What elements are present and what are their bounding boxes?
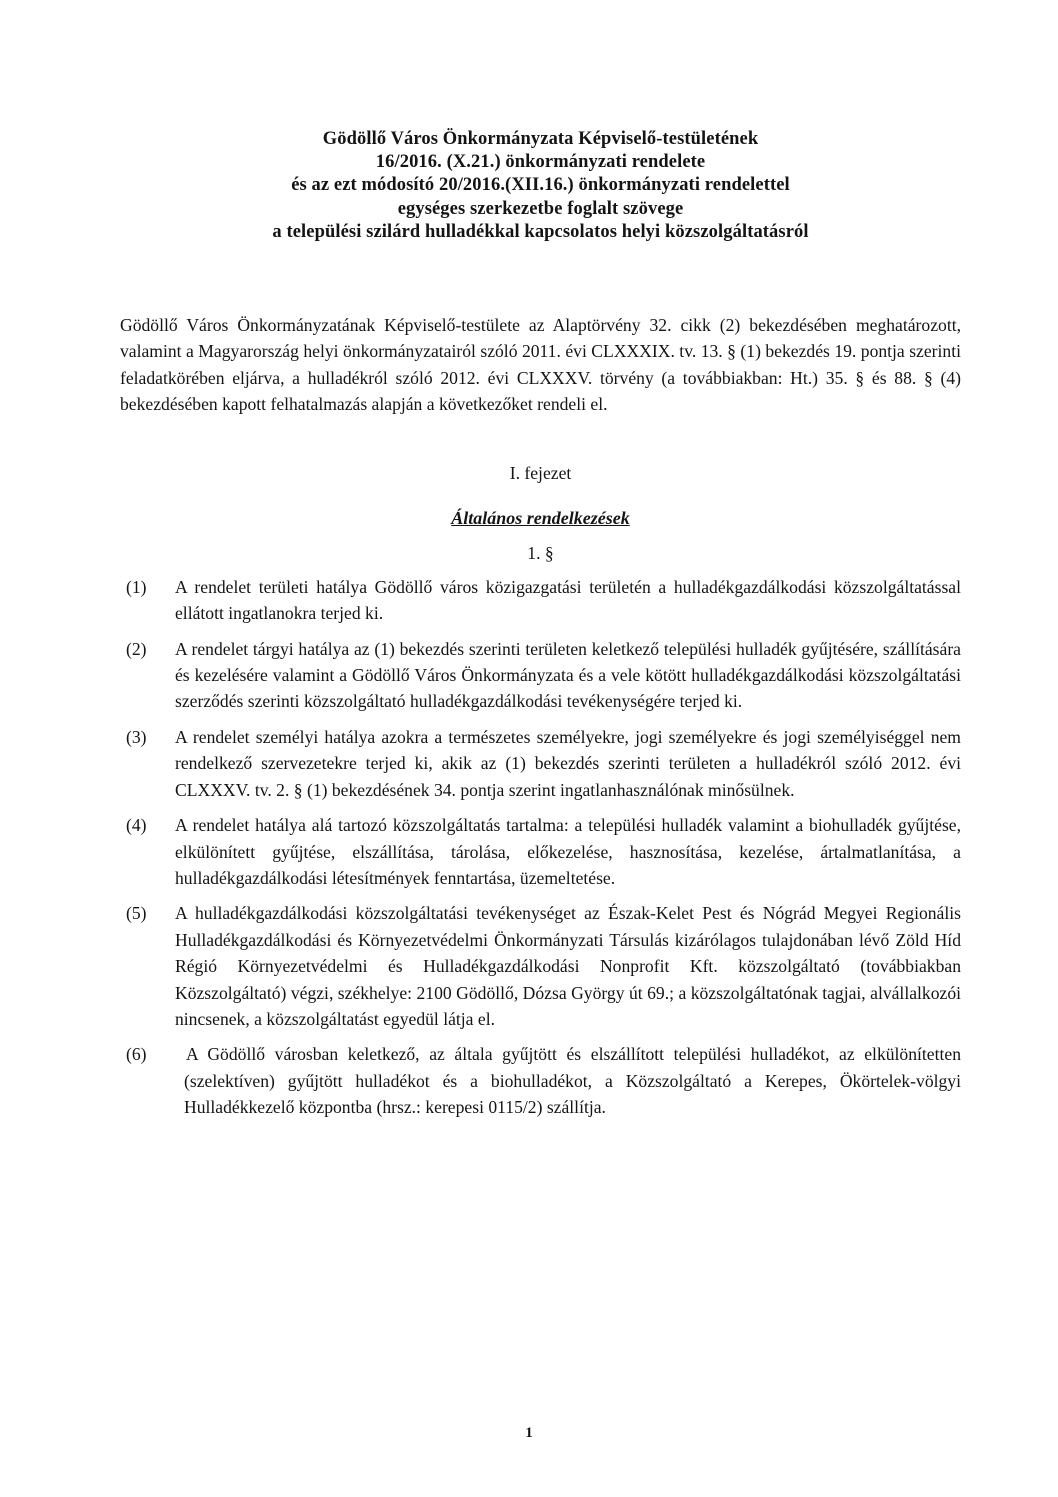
list-item (120, 636, 961, 715)
title-line-2: 16/2016. (X.21.) önkormányzati rendelete (375, 152, 706, 173)
item-number: (3) (126, 726, 147, 747)
item-number: (1) (126, 576, 147, 597)
numbered-paragraph-list (120, 574, 961, 1121)
title-line-4: egységes szerkezetbe foglalt szövege (397, 198, 684, 219)
section-number: 1. § (527, 543, 554, 564)
item-text: A rendelet hatálya alá tartozó közszolgáltatás tartalma: a települési hulladék valamint a biohulladék gyűjtése, elkülönített gyűjtése, elszállítása, tárolása, előkezelése, hasznosítása, kezelése, ártalmatlanítása, a hulladékgazdálkodási létesítmények fenntartása, üzemeltetése. (175, 815, 961, 888)
item-text: A Gödöllő városban keletkező, az általa gyűjtött és elszállított települési hulladékot, az elkülönítetten (szelektíven) gyűjtött hulladékot és a biohulladékot, a Közszolgáltató a Kerepes, Ökörtelek-völgyi Hulladékkezelő központba (hrsz.: kerepesi 0115/2) szállítja. (184, 1044, 961, 1118)
item-text: A rendelet területi hatálya Gödöllő város közigazgatási területén a hulladékgazdálkodási közszolgáltatással ellátott ingatlanokra terjed ki. (175, 576, 961, 624)
item-number: (4) (126, 815, 147, 836)
item-text: A rendelet tárgyi hatálya az (1) bekezdés szerinti területen keletkező települési hulladék gyűjtésére, szállítására és kezelésére valamint a Gödöllő Város Önkormányzata és a vele kötött hulladékgazdálkodási közszolgáltatási szerződés szerinti közszolgáltató hulladékgazdálkodási tevékenységére terjed ki. (175, 638, 961, 712)
document-title (120, 128, 961, 244)
list-item (120, 724, 961, 803)
title-line-3: és az ezt módosító 20/2016.(XII.16.) önkormányzati rendelettel (291, 175, 790, 196)
item-number: (2) (126, 638, 147, 659)
preamble-paragraph: Gödöllő Város Önkormányzatának Képviselő-testülete az Alaptörvény 32. cikk (2) bekezdésében meghatározott, valamint a Magyarország helyi önkormányzatairól szóló 2011. évi CLXXXIX. tv. 13. § (1) bekezdés 19. pontja szerinti feladatkörében eljárva, a hulladékról szóló 2012. évi CLXXXV. törvény (a továbbiakban: Ht.) 35. § és 88. § (4) bekezdésében kapott felhatalmazás alapján a következőket rendeli el. (120, 315, 961, 415)
item-number: (5) (126, 903, 147, 924)
title-line-5: a települési szilárd hulladékkal kapcsolatos helyi közszolgáltatásról (272, 221, 809, 242)
item-number: (6) (126, 1044, 147, 1065)
chapter-subheading: Általános rendelkezések (451, 508, 630, 529)
item-text: A rendelet személyi hatálya azokra a természetes személyekre, jogi személyekre és jogi személyiséggel nem rendelkező szervezetekre terjed ki, akik az (1) bekezdés szerinti területen a hulladékról szóló 2012. évi CLXXXV. tv. 2. § (1) bekezdésének 34. pontja szerint ingatlanhasználónak minősülnek. (175, 726, 961, 800)
list-item (120, 812, 961, 891)
document-content (120, 128, 961, 1130)
list-item (120, 1041, 961, 1120)
chapter-heading: I. fejezet (509, 462, 572, 483)
item-text: A hulladékgazdálkodási közszolgáltatási tevékenységet az Észak-Kelet Pest és Nógrád Megyei Regionális Hulladékgazdálkodási és Környezetvédelmi Önkormányzati Társulás kizárólagos tulajdonában lévő Zöld Híd Régió Környezetvédelmi és Hulladékgazdálkodási Nonprofit Kft. közszolgáltató (továbbiakban Közszolgáltató) végzi, székhelye: 2100 Gödöllő, Dózsa György út 69.; a közszolgáltatónak tagjai, alvállalkozói nincsenek, a közszolgáltatást egyedül látja el. (175, 903, 961, 1029)
list-item (120, 900, 961, 1032)
list-item (120, 574, 961, 627)
title-line-1: Gödöllő Város Önkormányzata Képviselő-testületének (322, 129, 759, 149)
page-number: 1 (525, 1425, 533, 1441)
